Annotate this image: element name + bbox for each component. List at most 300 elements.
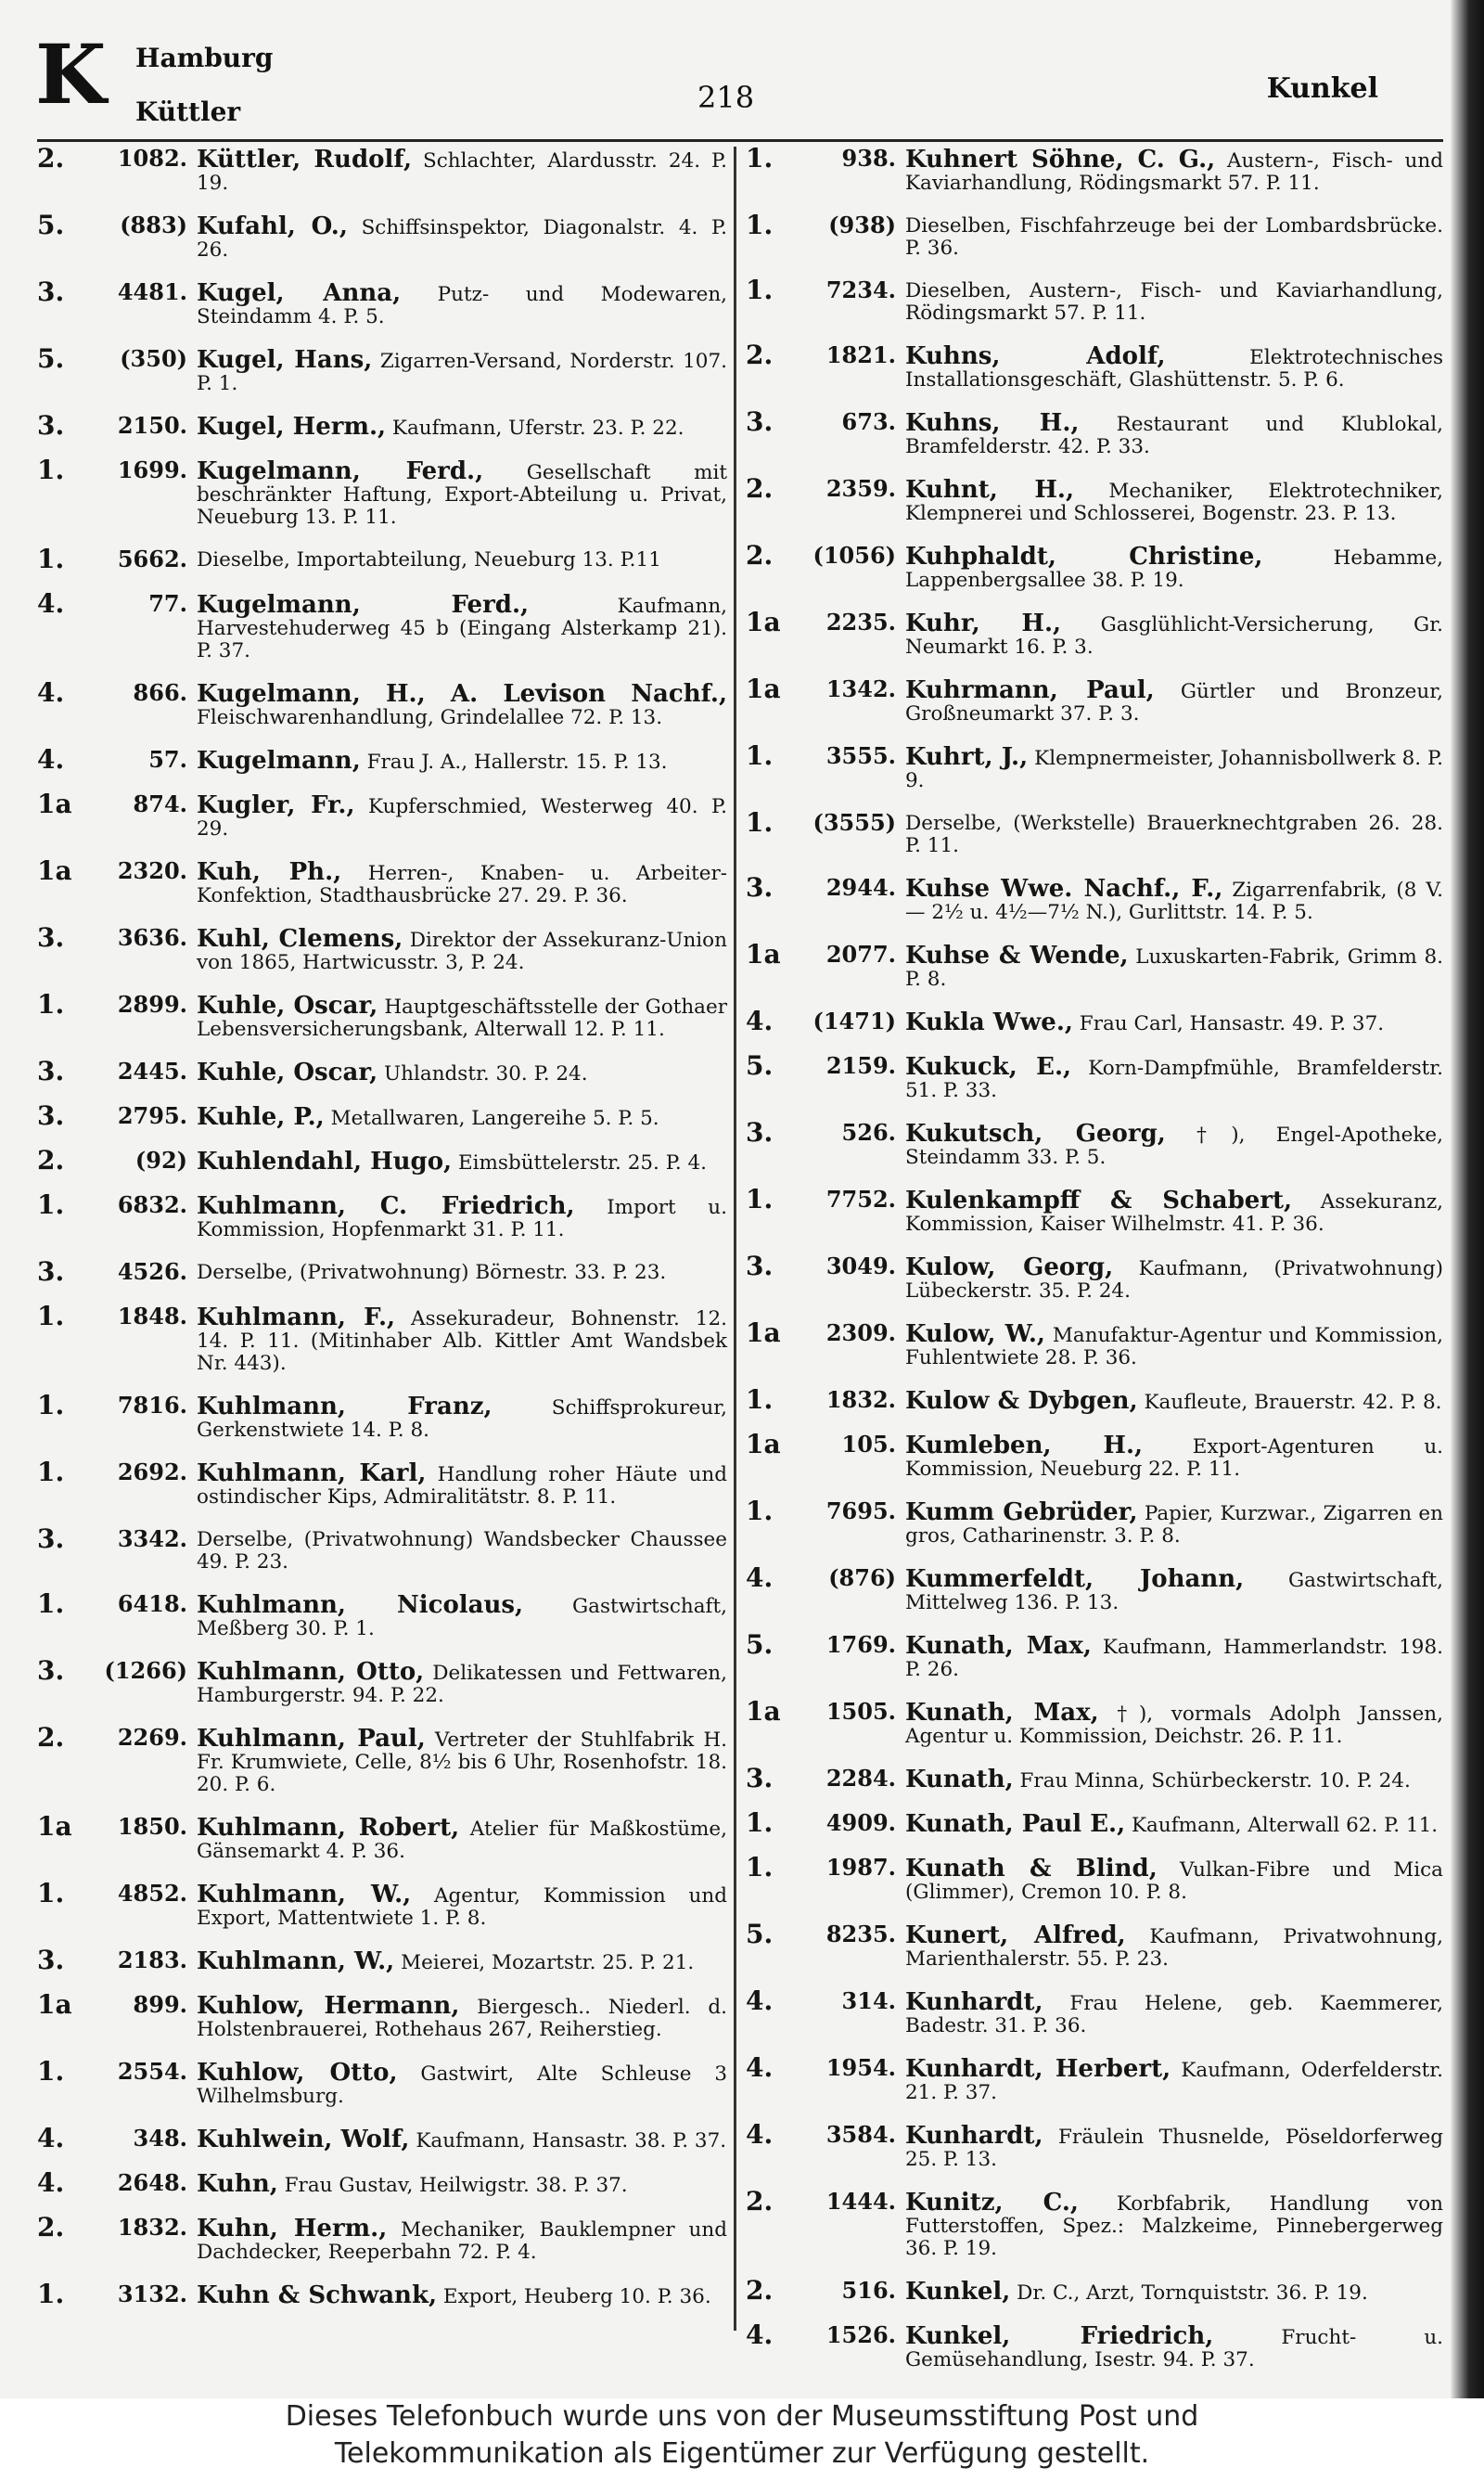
exchange-code: 3.: [37, 1655, 65, 1686]
directory-entry: [746, 609, 1443, 659]
exchange-code: 3.: [746, 1763, 774, 1793]
exchange-code: 3.: [746, 872, 774, 903]
entry-details: Klempnermeister, Johannisbollwerk 8. P. 9.: [905, 747, 1444, 792]
exchange-code: 1.: [746, 1852, 774, 1882]
directory-entry: [37, 924, 727, 974]
entry-name: Kugelmann, Ferd.,: [197, 591, 530, 619]
phone-number: 2359.: [825, 475, 896, 502]
directory-entry: [746, 1765, 1443, 1793]
entry-details: Gesellschaft mit beschränkter Haftung, Export-Abteilung u. Privat, Neueburg 13. P. 11.: [197, 461, 728, 529]
phone-number: (1471): [812, 1008, 896, 1034]
exchange-code: 1.: [37, 544, 65, 574]
entry-text: [197, 1392, 727, 1442]
directory-entry: [37, 1724, 727, 1796]
entry-name: Kuhlwein, Wolf,: [197, 2126, 410, 2153]
directory-entry: [746, 1008, 1443, 1035]
phone-number: 1850.: [117, 1813, 187, 1840]
phone-number: 4481.: [117, 278, 187, 305]
phone-number: 2554.: [117, 2058, 187, 2085]
directory-entry: [37, 1590, 727, 1640]
exchange-code: 1a: [746, 1696, 781, 1727]
phone-number: 7695.: [825, 1497, 896, 1524]
exchange-code: 1.: [37, 2056, 65, 2087]
exchange-code: 3.: [746, 406, 774, 437]
exchange-code: 1.: [746, 740, 774, 771]
phone-number: 3636.: [117, 924, 187, 951]
entry-name: Kunhardt,: [905, 1988, 1043, 2016]
entry-name: Kuh, Ph.,: [197, 858, 342, 886]
entry-details: Kaufmann, Harvestehuderweg 45 b (Eingang Alsterkamp 21). P. 37.: [197, 595, 727, 662]
directory-entry: [746, 1921, 1443, 1971]
phone-number: 2269.: [117, 1724, 187, 1751]
column-divider: [734, 147, 736, 2331]
entry-details: Schiffsprokureur, Gerkenstwiete 14. P. 8.: [197, 1396, 727, 1442]
entry-name: Kugel, Hans,: [197, 346, 373, 374]
exchange-code: 5.: [746, 1919, 774, 1949]
entry-details: Kaufleute, Brauerstr. 42. P. 8.: [1144, 1391, 1442, 1414]
directory-entry: [746, 475, 1443, 525]
entry-text: [197, 590, 727, 662]
entry-details: Export-Agenturen u. Kommission, Neueburg 22. P. 11.: [905, 1435, 1444, 1481]
entry-details: Korn-Dampfmühle, Bramfelderstr. 51. P. 33.: [905, 1057, 1443, 1102]
exchange-code: 1.: [37, 1457, 65, 1487]
entry-text: [197, 857, 727, 907]
exchange-code: 1a: [746, 674, 781, 704]
exchange-code: 2.: [37, 1145, 65, 1176]
entry-text: [905, 1431, 1443, 1481]
entry-text: [905, 675, 1443, 726]
entry-name: Kunert, Alfred,: [905, 1921, 1126, 1949]
exchange-code: 1.: [37, 989, 65, 1020]
entry-name: Kulow, W.,: [905, 1320, 1045, 1348]
phone-number: 1832.: [117, 2214, 187, 2241]
entry-details: Kaufmann, (Privatwohnung) Lübeckerstr. 35. P. 24.: [905, 1257, 1443, 1303]
entry-details: Delikatessen und Fettwaren, Hamburgerstr. 94. P. 22.: [197, 1662, 727, 1707]
phone-number: 6418.: [117, 1590, 187, 1617]
directory-entry: [746, 1052, 1443, 1102]
entry-details: Handlung roher Häute und ostindischer Kips, Admiralitätstr. 8. P. 11.: [197, 1463, 727, 1509]
entry-details: Schiffsinspektor, Diagonalstr. 4. P. 26.: [197, 216, 727, 262]
directory-entry: [37, 679, 727, 729]
phone-number: 2183.: [117, 1947, 187, 1973]
phone-number: 57.: [148, 746, 187, 773]
exchange-code: 1.: [746, 1807, 774, 1838]
directory-entry: [746, 742, 1443, 792]
entry-details: Dr. C., Arzt, Tornquiststr. 36. P. 19.: [1017, 2281, 1368, 2305]
phone-number: 3049.: [825, 1253, 896, 1279]
directory-entry: [746, 1564, 1443, 1614]
phone-number: 2235.: [825, 609, 896, 636]
exchange-code: 1.: [37, 455, 65, 485]
exchange-code: 1.: [37, 1588, 65, 1619]
directory-entry: [746, 1253, 1443, 1303]
directory-entry: [37, 1991, 727, 2041]
entry-name: Kuhr, H.,: [905, 610, 1062, 637]
directory-entry: [37, 857, 727, 907]
phone-number: (350): [120, 345, 187, 372]
entry-details: †), vormals Adolph Janssen, Agentur u. Kommission, Deichstr. 26. P. 11.: [905, 1703, 1443, 1748]
entry-name: Kufahl, O.,: [197, 212, 348, 240]
exchange-code: 4.: [37, 744, 65, 775]
entry-text: [197, 1724, 727, 1796]
phone-number: 2309.: [825, 1319, 896, 1346]
exchange-code: 4.: [37, 2123, 65, 2153]
entry-details: Frucht- u. Gemüsehandlung, Isestr. 94. P. 37.: [905, 2326, 1443, 2371]
entry-text: [905, 742, 1443, 792]
directory-entry: [746, 1386, 1443, 1414]
entry-name: Kuhse Wwe. Nachf., F.,: [905, 875, 1223, 903]
exchange-code: 2.: [37, 1722, 65, 1753]
directory-entry: [37, 1303, 727, 1375]
directory-entry: [37, 1880, 727, 1930]
directory-entry: [37, 1657, 727, 1707]
directory-entry: [746, 145, 1443, 195]
entry-text: [905, 2277, 1443, 2305]
entry-name: Kunkel,: [905, 2278, 1011, 2306]
entry-name: Kummerfeldt, Johann,: [905, 1565, 1245, 1593]
entry-text: [197, 790, 727, 841]
entry-name: Kuhlow, Hermann,: [197, 1992, 460, 2020]
phone-number: 899.: [133, 1991, 187, 2018]
entry-text: [197, 2058, 727, 2108]
phone-number: 1769.: [825, 1631, 896, 1658]
phone-number: (92): [134, 1147, 187, 1174]
entry-details: Luxuskarten-Fabrik, Grimm 8. P. 8.: [905, 945, 1443, 991]
exchange-code: 1.: [746, 1184, 774, 1214]
phone-number: 1342.: [825, 675, 896, 702]
entry-text: [197, 1813, 727, 1863]
directory-entry: [746, 2054, 1443, 2104]
entry-name: Kuhns, Adolf,: [905, 342, 1166, 370]
entry-text: [905, 212, 1443, 260]
directory-entry: [37, 412, 727, 440]
entry-name: Kunath & Blind,: [905, 1855, 1158, 1882]
phone-number: 1954.: [825, 2054, 896, 2081]
entry-text: [197, 1947, 727, 1974]
entry-name: Kukuck, E.,: [905, 1053, 1072, 1081]
exchange-code: 3.: [37, 1100, 65, 1131]
entry-name: Kuhle, Oscar,: [197, 992, 378, 1020]
exchange-code: 2.: [746, 540, 774, 571]
entry-details: Dieselben, Fischfahrzeuge bei der Lombardsbrücke. P. 36.: [905, 214, 1443, 260]
phone-number: 6832.: [117, 1191, 187, 1218]
entry-details: Vulkan-Fibre und Mica (Glimmer), Cremon 10. P. 8.: [905, 1858, 1443, 1904]
entry-text: [905, 145, 1443, 195]
phone-number: 314.: [841, 1987, 896, 2014]
entry-details: Eimsbüttelerstr. 25. P. 4.: [457, 1151, 708, 1175]
entry-name: Kuhlmann, C. Friedrich,: [197, 1192, 575, 1220]
entry-text: [197, 2214, 727, 2264]
phone-number: 3555.: [825, 742, 896, 769]
entry-details: Herren-, Knaben- u. Arbeiter-Konfektion, Stadthausbrücke 27. 29. P. 36.: [197, 862, 727, 907]
directory-entry: [746, 1854, 1443, 1904]
entry-name: Kunath, Paul E.,: [905, 1810, 1126, 1838]
entry-details: Mechaniker, Elektrotechniker, Klempnerei und Schlosserei, Bogenstr. 23. P. 13.: [905, 480, 1443, 525]
directory-entry: [37, 2281, 727, 2308]
entry-details: Mechaniker, Bauklempner und Dachdecker, Reeperbahn 72. P. 4.: [197, 2218, 727, 2264]
directory-entry: [746, 941, 1443, 991]
exchange-code: 3.: [37, 1056, 65, 1086]
entry-name: Kuhl, Clemens,: [197, 925, 403, 953]
directory-entry: [37, 345, 727, 395]
entry-text: [197, 679, 727, 729]
exchange-code: 4.: [37, 2167, 65, 2198]
directory-entry: [37, 1458, 727, 1509]
entry-name: Kulenkampff & Schabert,: [905, 1187, 1293, 1214]
directory-entry: [37, 790, 727, 841]
entry-details: Hebamme, Lappenbergsallee 38. P. 19.: [905, 546, 1443, 592]
entry-text: [197, 1880, 727, 1930]
directory-entry: [37, 590, 727, 662]
entry-details: Frau Gustav, Heilwigstr. 38. P. 37.: [284, 2174, 628, 2197]
entry-details: Gastwirtschaft, Mittelweg 136. P. 13.: [905, 1569, 1443, 1614]
entry-details: Zigarrenfabrik, (8 V.— 2½ u. 4½—7½ N.), Gurlittstr. 14. P. 5.: [905, 879, 1444, 924]
entry-name: Kulow, Georg,: [905, 1253, 1114, 1281]
exchange-code: 2.: [746, 473, 774, 504]
phone-number: 1848.: [117, 1303, 187, 1330]
exchange-code: 5.: [746, 1629, 774, 1660]
phone-number: 938.: [841, 145, 896, 172]
exchange-code: 4.: [746, 1562, 774, 1593]
right-column: [746, 145, 1443, 2388]
entry-details: Elektrotechnisches Installationsgeschäft, Glashüttenstr. 5. P. 6.: [905, 346, 1443, 392]
entry-details: Kaufmann, Privatwohnung, Marienthalerstr. 55. P. 23.: [905, 1925, 1443, 1971]
exchange-code: 1.: [37, 1301, 65, 1331]
entry-details: Kaufmann, Oderfelderstr. 21. P. 37.: [905, 2059, 1443, 2104]
phone-number: 7816.: [117, 1392, 187, 1419]
exchange-code: 1a: [37, 1989, 72, 2020]
entry-text: [197, 1303, 727, 1375]
phone-number: 105.: [841, 1431, 896, 1458]
entry-name: Kunath,: [905, 1766, 1014, 1793]
page-number: 218: [697, 80, 755, 115]
entry-name: Kuhphaldt, Christine,: [905, 543, 1263, 571]
entry-details: Fräulein Thusnelde, Pöseldorferweg 25. P. 13.: [905, 2126, 1443, 2171]
phone-number: (3555): [812, 809, 896, 836]
directory-entry: [37, 546, 727, 573]
directory-entry: [37, 2214, 727, 2264]
entry-details: Austern-, Fisch- und Kaviarhandlung, Rödingsmarkt 57. P. 11.: [905, 149, 1443, 195]
directory-entry: [37, 456, 727, 529]
phone-number: 516.: [841, 2277, 896, 2304]
directory-entry: [746, 542, 1443, 592]
directory-entry: [746, 408, 1443, 458]
phone-number: 1444.: [825, 2188, 896, 2215]
directory-entry: [746, 675, 1443, 726]
directory-entry: [37, 2058, 727, 2108]
entry-name: Kunitz, C.,: [905, 2189, 1079, 2217]
entry-text: [905, 1765, 1443, 1793]
exchange-code: 1a: [37, 1811, 72, 1842]
exchange-code: 1.: [37, 2279, 65, 2309]
phone-number: (1266): [104, 1657, 187, 1684]
footer-line-1: Dieses Telefonbuch wurde uns von der Museumsstiftung Post und: [285, 2400, 1199, 2433]
entry-details: Gastwirtschaft, Meßberg 30. P. 1.: [197, 1595, 727, 1640]
entry-details: Assekuradeur, Bohnenstr. 12. 14. P. 11. (Mitinhaber Alb. Kittler Amt Wandsbek Nr. 443).: [197, 1307, 727, 1375]
entry-name: Kukutsch, Georg,: [905, 1120, 1166, 1148]
entry-details: Fleischwarenhandlung, Grindelallee 72. P. 13.: [197, 706, 663, 729]
directory-entry: [37, 1058, 727, 1086]
entry-text: [197, 2169, 727, 2197]
directory-entry: [746, 1497, 1443, 1548]
exchange-code: 1.: [746, 275, 774, 305]
exchange-code: 3.: [37, 1523, 65, 1554]
entry-text: [905, 609, 1443, 659]
entry-name: Kuhlow, Otto,: [197, 2059, 398, 2087]
entry-details: Frau J. A., Hallerstr. 15. P. 13.: [366, 751, 668, 774]
phone-number: 2648.: [117, 2169, 187, 2196]
entry-name: Kuhlmann, Franz,: [197, 1393, 493, 1420]
directory-entry: [37, 991, 727, 1041]
directory-entry: [37, 1191, 727, 1241]
phone-number: 4909.: [825, 1809, 896, 1836]
directory-entry: [37, 2169, 727, 2197]
entry-details: Frau Minna, Schürbeckerstr. 10. P. 24.: [1019, 1769, 1411, 1793]
entry-text: [905, 1319, 1443, 1369]
exchange-code: 1.: [746, 1384, 774, 1415]
entry-text: [905, 1386, 1443, 1414]
phone-number: 2150.: [117, 412, 187, 439]
phone-number: 77.: [148, 590, 187, 617]
entry-details: Uhlandstr. 30. P. 24.: [384, 1062, 588, 1086]
phone-number: 1526.: [825, 2321, 896, 2348]
entry-name: Kuhlmann, W.,: [197, 1947, 395, 1975]
entry-text: [905, 2121, 1443, 2171]
entry-details: Derselbe, (Privatwohnung) Wandsbecker Chaussee 49. P. 23.: [197, 1528, 727, 1574]
entry-details: Kaufmann, Hansastr. 38. P. 37.: [416, 2129, 727, 2152]
directory-entry: [37, 212, 727, 262]
section-letter: K: [35, 26, 107, 122]
page-binding-edge: [1451, 0, 1484, 2398]
exchange-code: 1a: [746, 1317, 781, 1348]
directory-entry: [37, 278, 727, 328]
directory-entry: [37, 1258, 727, 1286]
entry-details: Kupferschmied, Westerweg 40. P. 29.: [197, 795, 727, 841]
exchange-code: 1a: [746, 1429, 781, 1459]
left-column: [37, 145, 727, 2325]
directory-entry: [746, 1809, 1443, 1837]
phone-number: 7234.: [825, 276, 896, 303]
exchange-code: 1a: [746, 939, 781, 970]
exchange-code: 1a: [37, 855, 72, 886]
entry-text: [197, 991, 727, 1041]
exchange-code: 1.: [37, 1390, 65, 1420]
footer-note: [0, 2398, 1484, 2480]
entry-details: Gürtler und Bronzeur, Großneumarkt 37. P. 3.: [905, 680, 1443, 726]
entry-name: Kuhlmann, Robert,: [197, 1814, 460, 1842]
entry-text: [905, 941, 1443, 991]
page-header: [0, 0, 1447, 139]
exchange-code: 3.: [37, 1945, 65, 1975]
directory-entry: [746, 2188, 1443, 2260]
directory-entry: [37, 145, 727, 195]
directory-entry: [746, 341, 1443, 392]
entry-name: Kugel, Herm.,: [197, 413, 387, 441]
entry-details: Kaufmann, Uferstr. 23. P. 22.: [391, 417, 684, 440]
exchange-code: 3.: [37, 1256, 65, 1287]
entry-text: [905, 1854, 1443, 1904]
exchange-code: 2.: [746, 2275, 774, 2306]
entry-details: Papier, Kurzwar., Zigarren en gros, Catharinenstr. 3. P. 8.: [905, 1502, 1443, 1548]
directory-entry: [37, 1147, 727, 1175]
entry-text: [197, 1525, 727, 1574]
phone-number: (876): [828, 1564, 896, 1591]
phone-number: 1082.: [117, 145, 187, 172]
entry-text: [905, 1186, 1443, 1236]
entry-name: Kumleben, H.,: [905, 1432, 1144, 1459]
directory-entry: [746, 1431, 1443, 1481]
entry-text: [197, 1058, 727, 1086]
entry-name: Kuhlmann, Paul,: [197, 1725, 426, 1753]
entry-text: [905, 475, 1443, 525]
entry-details: Korbfabrik, Handlung von Futterstoffen, Spez.: Malzkeime, Pinnebergerweg 36. P. 19.: [905, 2192, 1443, 2260]
entry-details: Gastwirt, Alte Schleuse 3 Wilhelmsburg.: [197, 2062, 727, 2108]
directory-entry: [37, 1947, 727, 1974]
entry-name: Kuhlmann, W.,: [197, 1881, 412, 1908]
entry-text: [197, 278, 727, 328]
entry-name: Kuhnt, H.,: [905, 476, 1075, 504]
entry-details: Derselbe, (Werkstelle) Brauerknechtgraben 26. 28. P. 11.: [905, 812, 1443, 857]
exchange-code: 3.: [37, 276, 65, 307]
phone-number: 874.: [133, 790, 187, 817]
phone-number: 4852.: [117, 1880, 187, 1907]
entry-text: [905, 1809, 1443, 1837]
phone-number: (1056): [812, 542, 896, 569]
phone-number: 1987.: [825, 1854, 896, 1881]
phone-number: 3132.: [117, 2281, 187, 2307]
directory-entry: [746, 2121, 1443, 2171]
directory-entry: [37, 1813, 727, 1863]
exchange-code: 4.: [37, 588, 65, 619]
entry-name: Kulow & Dybgen,: [905, 1387, 1138, 1415]
phone-number: 2795.: [117, 1102, 187, 1129]
entry-name: Kuhse & Wende,: [905, 942, 1129, 970]
entry-text: [905, 1119, 1443, 1169]
entry-details: Frau Carl, Hansastr. 49. P. 37.: [1079, 1012, 1385, 1035]
entry-text: [905, 276, 1443, 325]
entry-text: [905, 408, 1443, 458]
phone-number: 2692.: [117, 1458, 187, 1485]
last-entry-name: Kunkel: [1266, 72, 1378, 105]
entry-details: Schlachter, Alardusstr. 24. P. 19.: [197, 149, 727, 195]
exchange-code: 4.: [37, 677, 65, 708]
entry-text: [197, 1147, 727, 1175]
entry-details: Putz- und Modewaren, Steindamm 4. P. 5.: [197, 283, 727, 328]
entry-name: Kunath, Max,: [905, 1632, 1092, 1660]
exchange-code: 2.: [37, 2212, 65, 2242]
entry-text: [905, 1921, 1443, 1971]
entry-text: [197, 412, 727, 440]
entry-text: [905, 1631, 1443, 1681]
directory-entry: [746, 2321, 1443, 2371]
entry-name: Kuhrmann, Paul,: [905, 676, 1155, 704]
directory-entry: [746, 1319, 1443, 1369]
entry-details: Kaufmann, Hammerlandstr. 198. P. 26.: [905, 1636, 1443, 1681]
exchange-code: 4.: [746, 1006, 774, 1036]
entry-details: Hauptgeschäftsstelle der Gothaer Lebensversicherungsbank, Alterwall 12. P. 11.: [197, 996, 727, 1041]
phone-number: 1699.: [117, 456, 187, 483]
entry-name: Kuhle, Oscar,: [197, 1059, 378, 1086]
exchange-code: 1.: [37, 1189, 65, 1220]
exchange-code: 2.: [746, 340, 774, 370]
entry-details: Kaufmann, Alterwall 62. P. 11.: [1132, 1814, 1439, 1837]
directory-entry: [746, 1631, 1443, 1681]
exchange-code: 3.: [37, 410, 65, 441]
entry-text: [197, 2125, 727, 2152]
entry-details: Agentur, Kommission und Export, Mattentwiete 1. P. 8.: [197, 1884, 727, 1930]
entry-text: [197, 1191, 727, 1241]
entry-text: [197, 1258, 727, 1284]
